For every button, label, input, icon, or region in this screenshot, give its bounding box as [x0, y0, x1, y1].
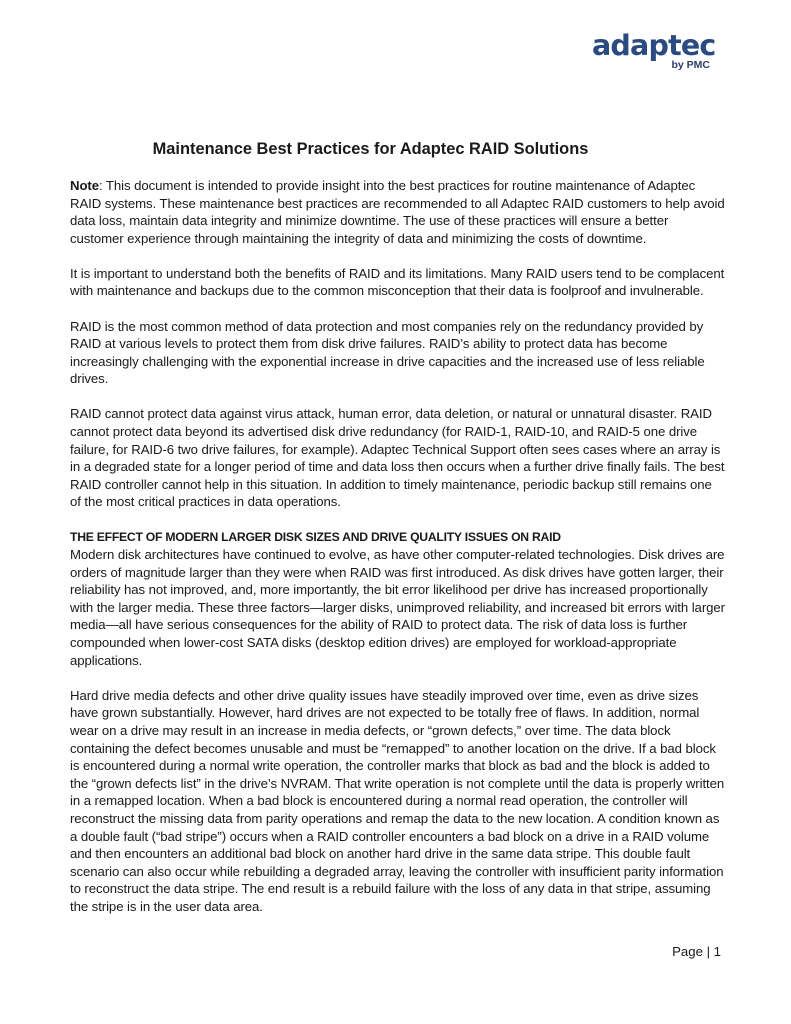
note-paragraph [70, 177, 725, 247]
logo-wordmark: adaptec [592, 29, 716, 62]
adaptec-logo [592, 30, 714, 72]
note-text: : This document is intended to provide insight into the best practices for routine maintenance of Adaptec RAID systems. These maintenance best practices are recommended to all Adaptec RAID customers to help avoid data loss, maintain data integrity and minimize downtime. The use of these practices will ensure a better customer experience through maintaining the integrity of data and minimizing the costs of downtime. [70, 178, 725, 246]
intro-paragraph-2: RAID is the most common method of data protection and most companies rely on the redundancy provided by RAID at various levels to protect them from disk drive failures. RAID’s ability to protect data has become increasingly challenging with the exponential increase in drive capacities and the increased use of less reliable drives. [70, 318, 705, 387]
logo-subline: by PMC [671, 59, 710, 71]
section-paragraph-1: Modern disk architectures have continued to evolve, as have other computer-related technologies. Disk drives are orders of magnitude larger than they were when RAID was first introduced. As disk drives have gotten larger, their reliability has not improved, and, more importantly, the bit error likelihood per drive has increased proportionally with the larger media. These three factors—larger disks, unimproved reliability, and increased bit errors with larger media—all have serious consequences for the ability of RAID to protect data. The risk of data loss is further compounded when lower-cost SATA disks (desktop edition drives) are employed for workload-appropriate applications. [70, 547, 725, 668]
section-paragraph-2: Hard drive media defects and other drive quality issues have steadily improved over time, even as drive sizes have grown substantially. However, hard drives are not expected to be totally free of flaws. In addition, normal wear on a drive may result in an increase in media defects, or “grown defects,” over time. The data block containing the defect becomes unusable and must be “remapped” to another location on the drive. If a bad block is encountered during a normal write operation, the controller marks that block as bad and the block is added to the “grown defects list” in the drive’s NVRAM. That write operation is not complete until the data is properly written in a remapped location. When a bad block is encountered during a normal read operation, the controller will reconstruct the missing data from parity operations and remap the data to the new location. A condition known as a double fault (“bad stripe”) occurs when a RAID controller encounters a bad block on a drive in a RAID volume and then encounters an additional bad block on another hard drive in the same data stripe. This double fault scenario can also occur while rebuilding a degraded array, leaving the controller with insufficient parity information to reconstruct the data stripe. The end result is a rebuild failure with the loss of any data in that stripe, assuming the stripe is in the user data area. [70, 687, 725, 914]
section-heading: THE EFFECT OF MODERN LARGER DISK SIZES AND DRIVE QUALITY ISSUES ON RAID [70, 529, 561, 544]
document-body [70, 177, 725, 915]
note-label: Note [70, 178, 99, 193]
page-number: Page | 1 [672, 944, 721, 959]
intro-paragraph-3: RAID cannot protect data against virus attack, human error, data deletion, or natural or unnatural disaster. RAID cannot protect data beyond its advertised disk drive redundancy (for RAID-1, RAID-10, and RAID-5 one drive failure, for RAID-6 two drive failures, for example). Adaptec Technical Support often sees cases where an array is in a degraded state for a longer period of time and data loss then occurs when a further drive finally fails. The best RAID controller cannot help in this situation. In addition to timely maintenance, periodic backup still remains one of the most critical practices in data operations. [70, 406, 725, 510]
intro-paragraph-1: It is important to understand both the benefits of RAID and its limitations. Many RAID users tend to be complacent with maintenance and backups due to the common misconception that their data is foolproof and invulnerable. [70, 265, 725, 299]
document-title: Maintenance Best Practices for Adaptec RAID Solutions [152, 140, 589, 158]
